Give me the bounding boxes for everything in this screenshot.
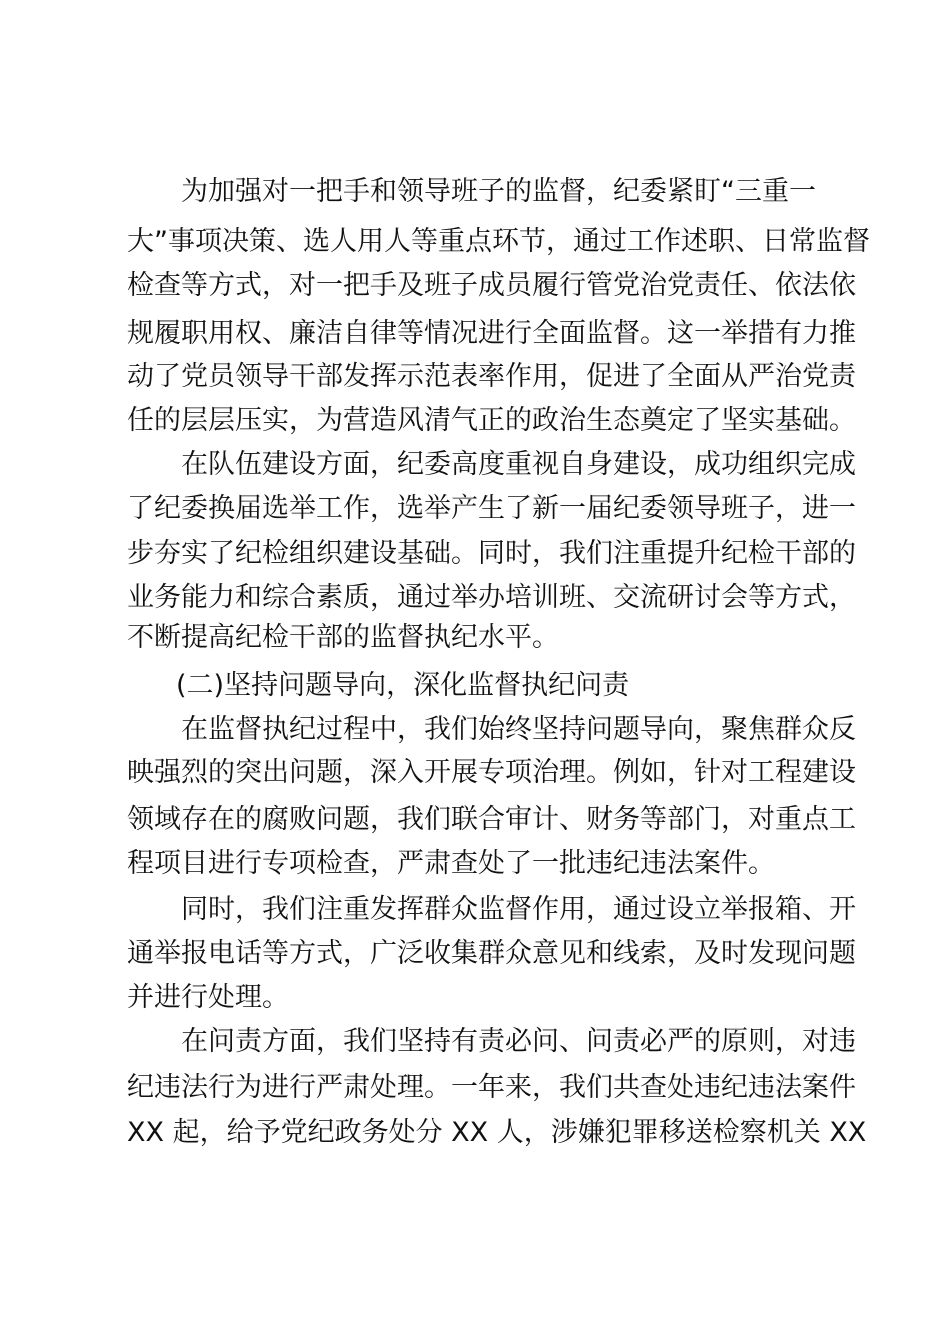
paragraph-1-line-2: 大”事项决策、选人用人等重点环节，通过工作述职、日常监督 xyxy=(127,226,870,257)
paragraph-1-line-3: 检查等方式，对一把手及班子成员履行管党治党责任、依法依 xyxy=(127,270,856,301)
paragraph-5-line-1: 在问责方面，我们坚持有责必问、问责必严的原则，对违 xyxy=(181,1026,856,1057)
paragraph-2-line-2: 了纪委换届选举工作，选举产生了新一届纪委领导班子，进一 xyxy=(127,493,856,524)
paragraph-1-line-6: 任的层层压实，为营造风清气正的政治生态奠定了坚实基础。 xyxy=(127,405,856,436)
paragraph-1-line-1: 为加强对一把手和领导班子的监督，纪委紧盯“三重一 xyxy=(181,176,816,207)
paragraph-2-line-1: 在队伍建设方面，纪委高度重视自身建设，成功组织完成 xyxy=(181,449,856,480)
section-heading: (二)坚持问题导向，深化监督执纪问责 xyxy=(176,670,630,701)
paragraph-1-line-5: 动了党员领导干部发挥示范表率作用，促进了全面从严治党责 xyxy=(127,361,856,392)
paragraph-2-line-3: 步夯实了纪检组织建设基础。同时，我们注重提升纪检干部的 xyxy=(127,538,856,569)
paragraph-3-line-4: 程项目进行专项检查，严肃查处了一批违纪违法案件。 xyxy=(127,848,775,879)
paragraph-2-line-5: 不断提高纪检干部的监督执纪水平。 xyxy=(127,622,559,653)
paragraph-4-line-3: 并进行处理。 xyxy=(127,982,289,1013)
paragraph-3-line-2: 映强烈的突出问题，深入开展专项治理。例如，针对工程建设 xyxy=(127,757,856,788)
paragraph-5-line-2: 纪违法行为进行严肃处理。一年来，我们共查处违纪违法案件 xyxy=(127,1072,856,1103)
paragraph-3-line-1: 在监督执纪过程中，我们始终坚持问题导向，聚焦群众反 xyxy=(181,714,856,745)
paragraph-5-line-3: XX 起，给予党纪政务处分 XX 人，涉嫌犯罪移送检察机关 XX xyxy=(127,1117,867,1148)
paragraph-4-line-2: 通举报电话等方式，广泛收集群众意见和线索，及时发现问题 xyxy=(127,938,856,969)
paragraph-2-line-4: 业务能力和综合素质，通过举办培训班、交流研讨会等方式， xyxy=(127,582,856,613)
paragraph-3-line-3: 领域存在的腐败问题，我们联合审计、财务等部门，对重点工 xyxy=(127,804,856,835)
paragraph-4-line-1: 同时，我们注重发挥群众监督作用，通过设立举报箱、开 xyxy=(181,894,856,925)
paragraph-1-line-4: 规履职用权、廉洁自律等情况进行全面监督。这一举措有力推 xyxy=(127,318,856,349)
